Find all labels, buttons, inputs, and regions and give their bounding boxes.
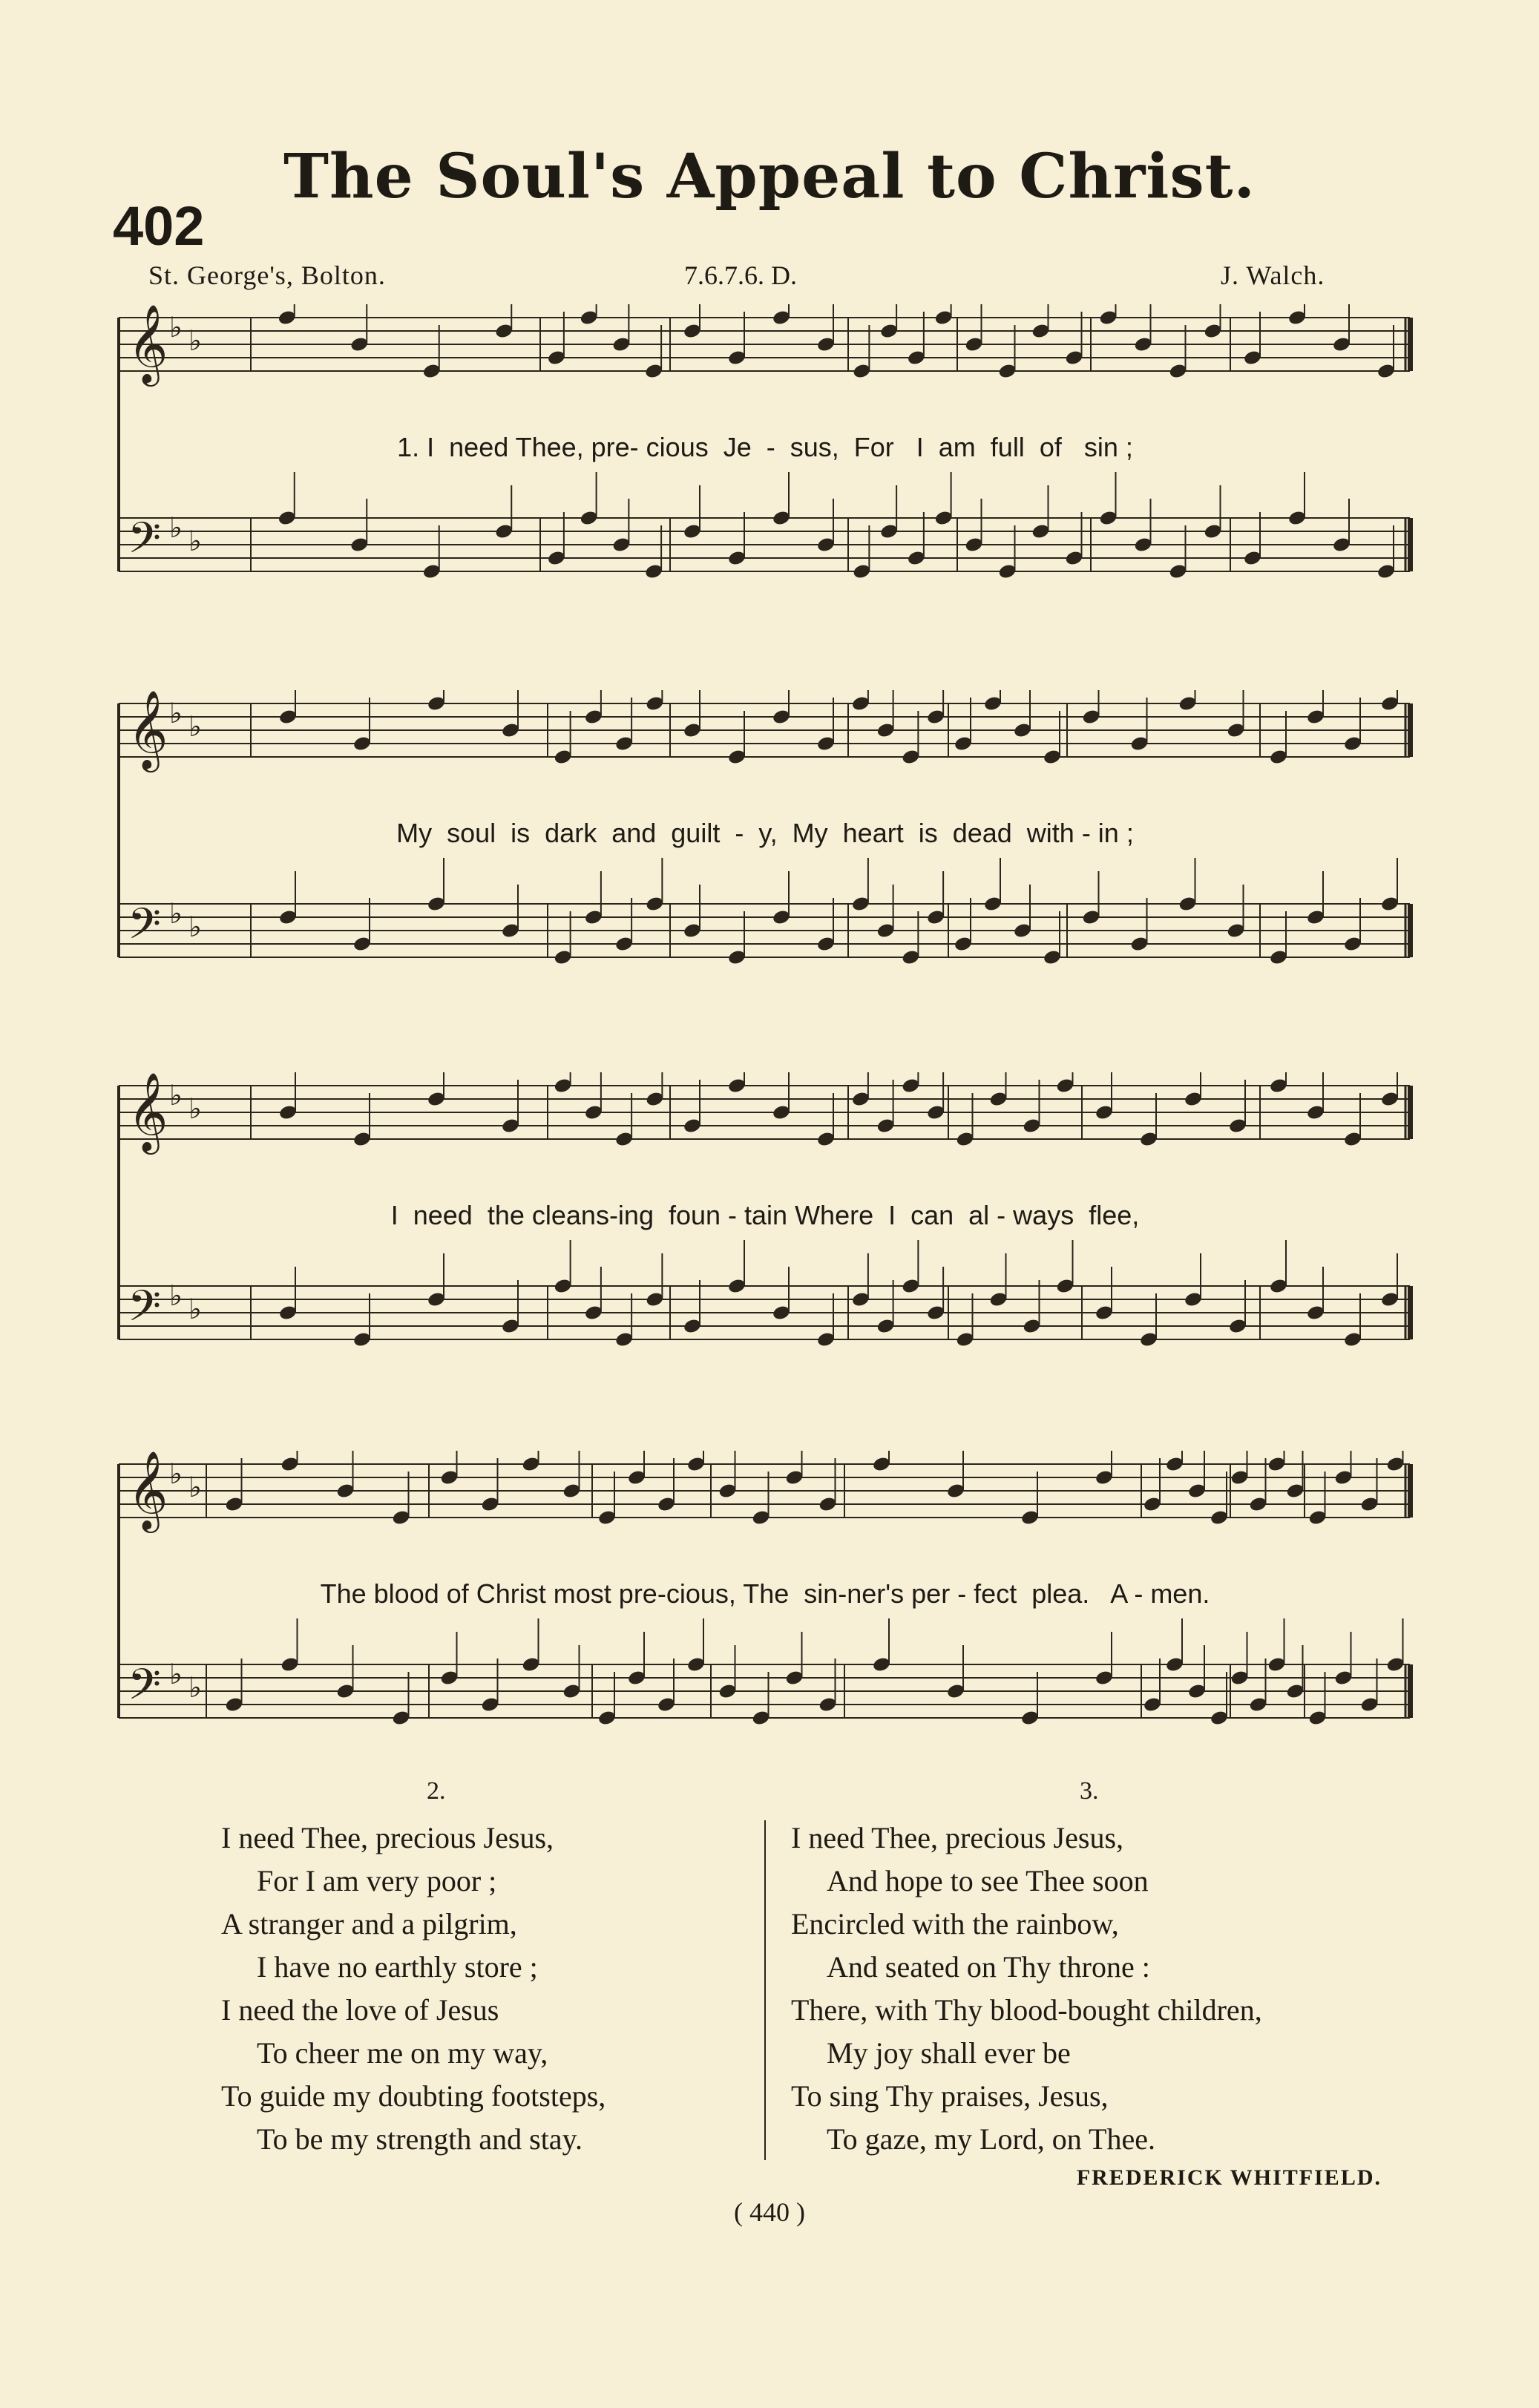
music-system-1	[117, 304, 1413, 623]
verse-line: Encircled with the rainbow,	[791, 1907, 1119, 1940]
svg-text:♭: ♭	[188, 1293, 202, 1325]
svg-text:𝄞: 𝄞	[128, 1451, 168, 1529]
music-system-2	[117, 690, 1413, 1009]
svg-text:♭: ♭	[169, 1658, 183, 1690]
verse-3-number: 3.	[1080, 1777, 1099, 1805]
meter: 7.6.7.6. D.	[684, 260, 797, 290]
verse-line: My joy shall ever be	[827, 2036, 1071, 2070]
music-system-3	[117, 1072, 1413, 1391]
svg-text:♭: ♭	[169, 897, 183, 930]
composer: J. Walch.	[1221, 260, 1325, 290]
svg-text:𝄞: 𝄞	[128, 304, 168, 383]
svg-text:♭: ♭	[188, 1471, 202, 1503]
svg-text:♭: ♭	[188, 324, 202, 357]
svg-text:♭: ♭	[169, 511, 183, 544]
hymn-number: 402	[113, 195, 205, 257]
verse-line: I have no earthly store ;	[257, 1950, 538, 1984]
staff-pair-2	[117, 690, 1413, 1009]
lyric-line-1: 1. I need Thee, pre- cious Je - sus, For I am full of sin ;	[397, 432, 1133, 462]
svg-text:𝄞: 𝄞	[128, 1072, 168, 1151]
lyric-line-2: My soul is dark and guilt - y, My heart is dead with - in ;	[396, 818, 1134, 848]
svg-text:♭: ♭	[188, 911, 202, 943]
svg-text:♭: ♭	[169, 1279, 183, 1312]
svg-text:♭: ♭	[169, 311, 183, 344]
svg-text:♭: ♭	[188, 710, 202, 743]
verse-line: I need Thee, precious Jesus,	[221, 1821, 554, 1854]
verse-2	[221, 1817, 606, 2161]
verse-line: To cheer me on my way,	[257, 2036, 548, 2070]
staff-pair-4	[117, 1451, 1413, 1770]
svg-text:𝄢: 𝄢	[128, 1281, 162, 1342]
verse-divider	[764, 1820, 766, 2160]
svg-text:𝄢: 𝄢	[128, 899, 162, 959]
verse-line: To sing Thy praises, Jesus,	[791, 2079, 1109, 2113]
svg-text:♭: ♭	[188, 1092, 202, 1125]
staff-pair-1	[117, 304, 1413, 623]
verse-line: I need Thee, precious Jesus,	[791, 1821, 1124, 1854]
svg-text:♭: ♭	[188, 1671, 202, 1704]
verse-line: I need the love of Jesus	[221, 1993, 499, 2027]
svg-text:♭: ♭	[169, 1079, 183, 1112]
verse-3	[791, 1817, 1262, 2161]
svg-text:♭: ♭	[169, 1457, 183, 1490]
verse-line: To guide my doubting footsteps,	[221, 2079, 606, 2113]
verse-line: There, with Thy blood-bought children,	[791, 1993, 1262, 2027]
svg-text:𝄞: 𝄞	[128, 690, 168, 769]
verse-line: And seated on Thy throne :	[827, 1950, 1150, 1984]
svg-text:𝄢: 𝄢	[128, 513, 162, 574]
svg-text:♭: ♭	[169, 697, 183, 729]
verse-line: To gaze, my Lord, on Thee.	[827, 2122, 1155, 2156]
svg-text:♭: ♭	[188, 525, 202, 557]
page-number: ( 440 )	[734, 2197, 805, 2227]
music-system-4	[117, 1451, 1413, 1770]
verse-line: A stranger and a pilgrim,	[221, 1907, 517, 1940]
tune-name: St. George's, Bolton.	[148, 260, 386, 290]
verse-line: To be my strength and stay.	[257, 2122, 583, 2156]
svg-text:𝄢: 𝄢	[128, 1659, 162, 1720]
hymn-title: The Soul's Appeal to Christ.	[283, 141, 1256, 212]
lyric-line-4: The blood of Christ most pre-cious, The sin-ner's per - fect plea. A - men.	[320, 1578, 1210, 1609]
staff-pair-3	[117, 1072, 1413, 1391]
verse-line: For I am very poor ;	[257, 1864, 497, 1897]
author: FREDERICK WHITFIELD.	[1076, 2165, 1382, 2190]
verse-line: And hope to see Thee soon	[827, 1864, 1149, 1897]
verse-2-number: 2.	[427, 1777, 446, 1805]
lyric-line-3: I need the cleans-ing foun - tain Where I can al - ways flee,	[390, 1200, 1140, 1230]
